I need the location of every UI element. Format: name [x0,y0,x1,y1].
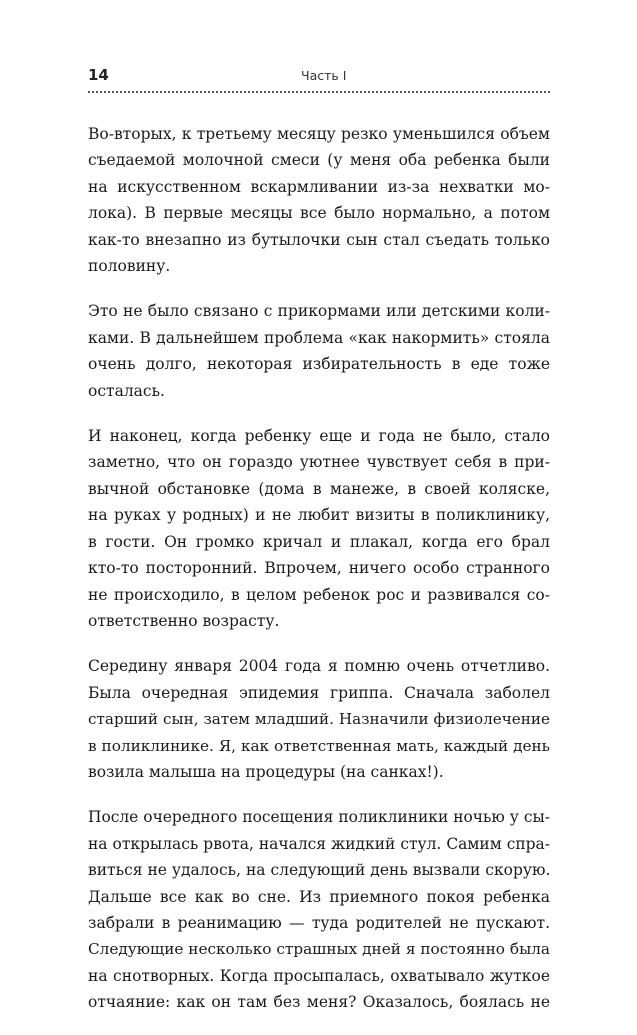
text-line: отчаяние: как он там без меня? Оказалось, боялась не [88,993,550,1012]
text-line: кто-то посторонний. Впрочем, ничего особо странного [88,559,550,578]
text-line: в поликлинике. Я, как ответственная мать, каждый день [88,736,550,755]
text-line: на снотворных. Когда просыпалась, охватывало жуткое [88,966,550,985]
text-line: заметно, что он гораздо уютнее чувствует себя в при- [88,453,550,472]
body-text [88,121,550,1035]
text-line: Была очередная эпидемия гриппа. Сначала заболел [88,683,550,702]
text-line: забрали в реанимацию — туда родителей не пускают. [88,913,550,932]
text-line: не происходило, в целом ребенок рос и развивался со- [88,585,550,604]
text-line: ками. В дальнейшем проблема «как накормить» стояла [88,328,550,347]
text-line: ответственно возрасту. [88,611,280,630]
text-line: Середину января 2004 года я помню очень отчетливо. [88,657,550,676]
text-line: Дальше все как во сне. Из приемного покоя ребенка [88,887,550,906]
text-line: Во-вторых, к третьему месяцу резко уменьшился объем [88,125,550,143]
text-line: осталась. [88,381,165,400]
text-line: старший сын, затем младший. Назначили физиолечение [88,710,550,729]
text-line: вычной обстановке (дома в манеже, в своей коляске, [88,479,550,498]
text-line: лока). В первые месяцы все было нормально, а потом [88,204,550,223]
section-title: Часть I [301,68,347,83]
paragraph [88,653,550,785]
text-line: съедаемой молочной смеси (у меня оба ребенка были [88,151,550,170]
running-head [88,64,550,90]
text-line: на руках у родных) и не любит визиты в поликлинику, [88,506,550,525]
text-line: очень долго, некоторая избирательность в еде тоже [88,355,550,374]
page-number: 14 [88,66,109,84]
text-line: Следующие несколько страшных дней я постоянно была [88,940,550,959]
paragraph [88,804,550,1015]
text-line: возила малыша на процедуры (на санках!). [88,762,444,781]
text-line: И наконец, когда ребенку еще и года не было, стало [88,427,550,446]
paragraph [88,298,550,404]
text-line: Это не было связано с прикормами или детскими коли- [88,302,550,321]
text-line: После очередного посещения поликлиники ночью у сы- [88,808,550,827]
text-line: как-то внезапно из бутылочки сын стал съедать только [88,230,550,249]
text-line: на открылась рвота, начался жидкий стул. Самим спра- [88,834,550,853]
header-dotted-rule [88,91,550,93]
text-line: виться не удалось, на следующий день вызвали скорую. [88,861,551,880]
paragraph [88,423,550,634]
text-line: половину. [88,257,171,276]
text-line: в гости. Он громко кричал и плакал, когда его брал [88,532,550,551]
text-line: на искусственном вскармливании из-за нехватки мо- [88,177,550,196]
paragraph [88,121,550,279]
